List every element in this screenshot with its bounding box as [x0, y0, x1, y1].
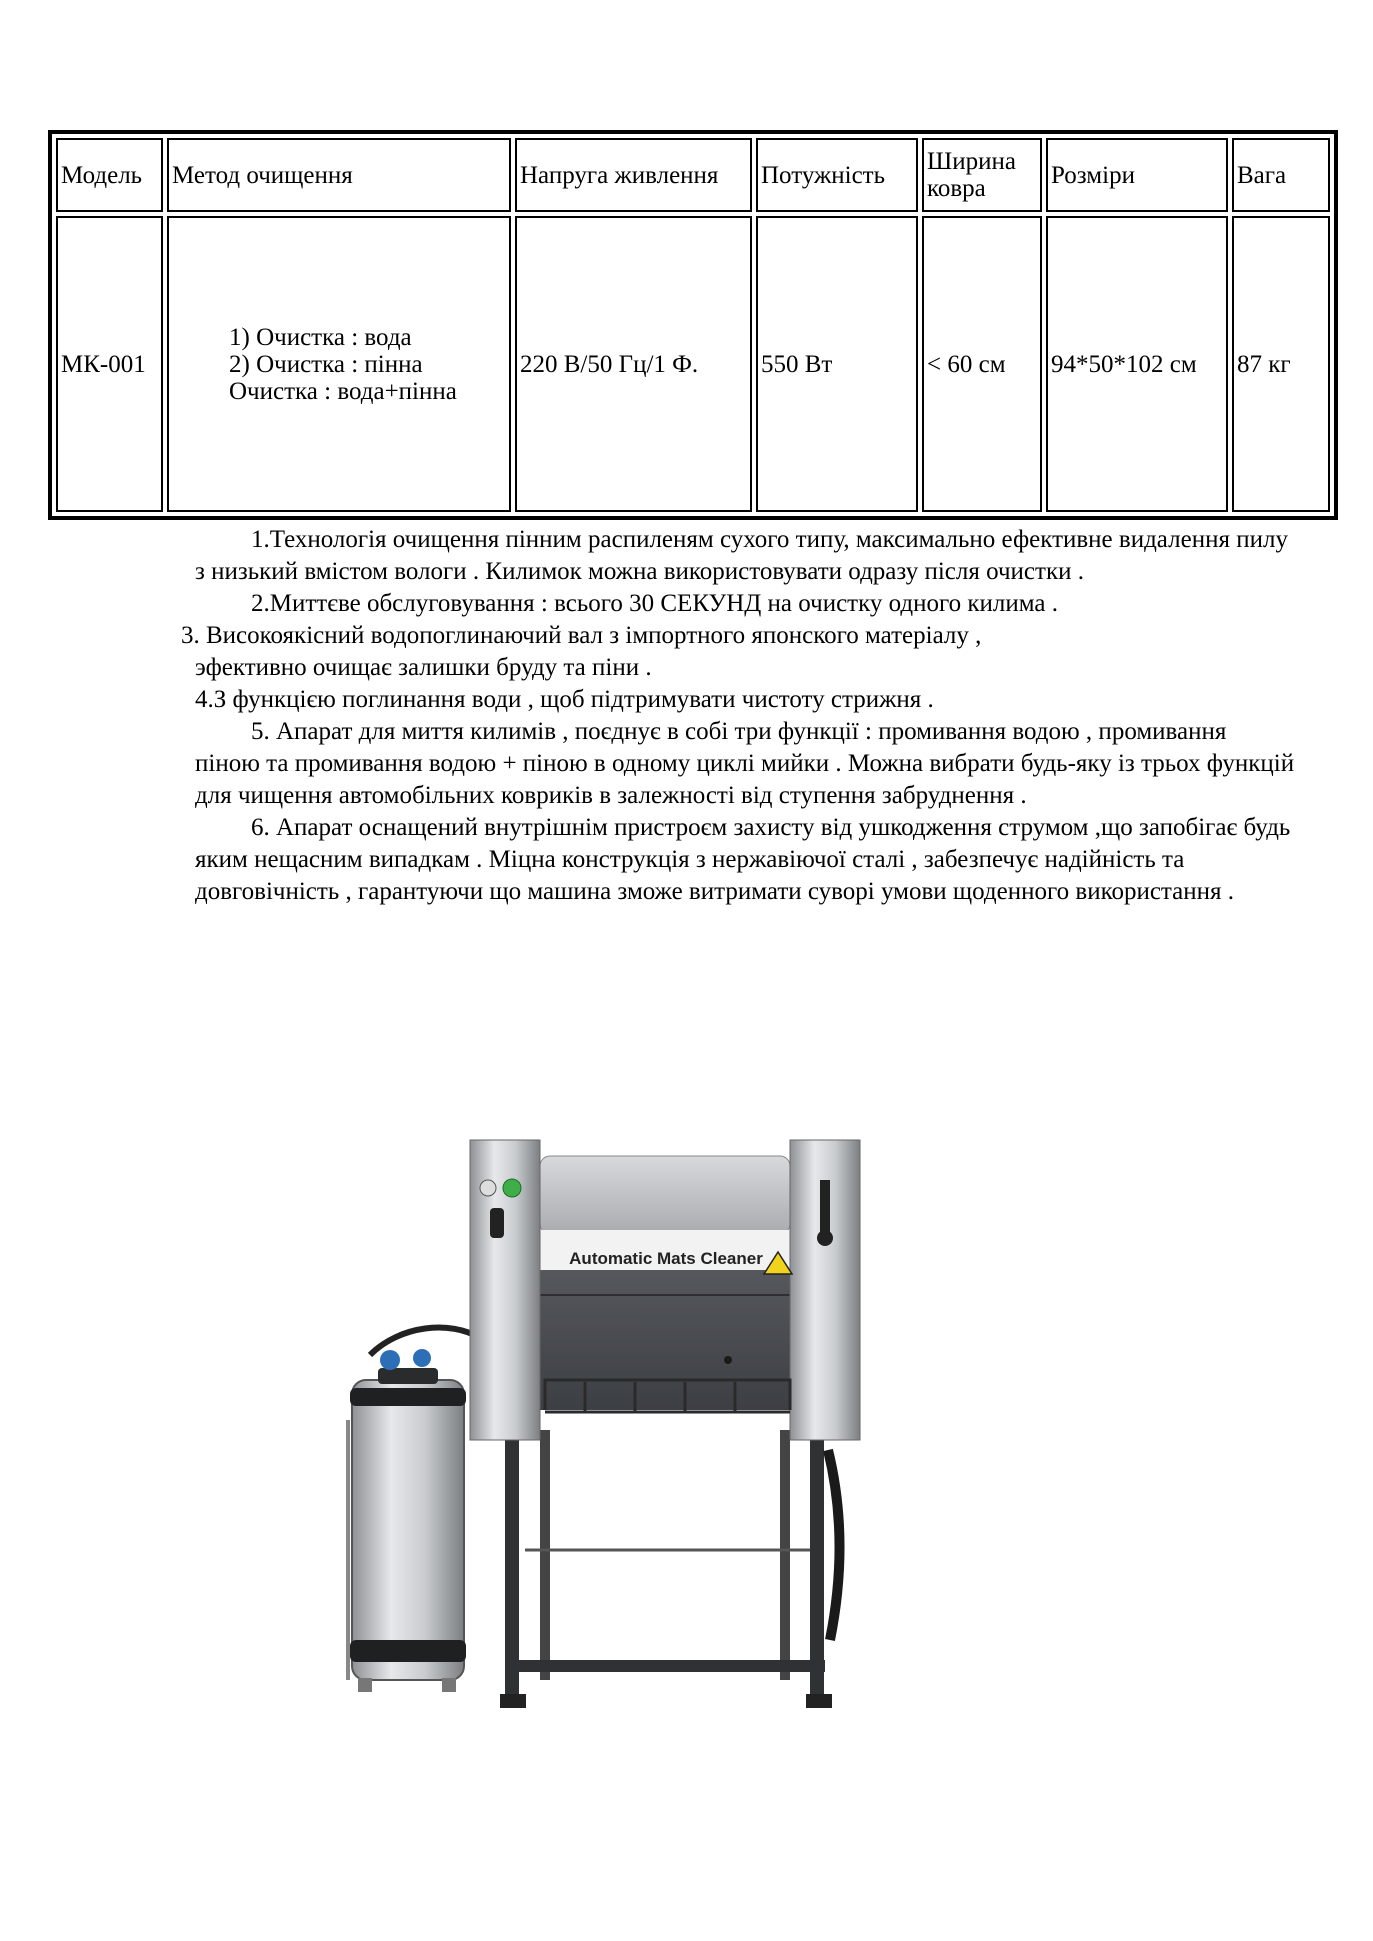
header-power: Потужність [756, 138, 918, 212]
table-row [56, 216, 1330, 512]
mat-cleaner-machine-image [330, 1120, 980, 1720]
table-header-row [56, 138, 1330, 212]
header-weight: Вага [1232, 138, 1330, 212]
feature-1: 1.Технологія очищення пінним распиленям сухого типу, максимально ефективне видалення пилу з низький вмістом вологи . Килимок можна використовувати одразу після очистки . [195, 526, 1288, 585]
header-model: Модель [56, 138, 163, 212]
machine-body [470, 1140, 860, 1708]
feature-2: 2.Миттєве обслуговування : всього 30 СЕКУНД на очистку одного килима . [251, 590, 1059, 617]
spec-table [48, 130, 1338, 520]
feature-4: 4.З функцією поглинання води , щоб підтримувати чистоту стрижня . [195, 686, 934, 713]
foam-tank [348, 1328, 480, 1692]
feature-5: 5. Апарат для миття килимів , поєднує в собі три функції : промивання водою , промивання піною та промивання водою + піною в одному циклі мийки . Можна вибрати будь-яку із трьох функцій для чищення автомобільних ковриків в залежності від ступення забруднення . [195, 718, 1295, 809]
method-line-2: 2) Очистка : пінна [229, 350, 423, 378]
cell-model: МК-001 [56, 216, 163, 512]
machine-label: Automatic Mats Cleaner [569, 1249, 763, 1268]
method-line-3: Очистка : вода+пінна [229, 377, 457, 405]
header-method: Метод очищення [167, 138, 511, 212]
header-dimensions: Розміри [1046, 138, 1228, 212]
header-voltage: Напруга живлення [515, 138, 752, 212]
feature-3: 3. Високоякісний водопоглинаючий вал з імпортного японского матеріалу , [181, 622, 982, 649]
cell-voltage: 220 В/50 Гц/1 Ф. [515, 216, 752, 512]
features-text [181, 524, 1295, 908]
cell-method [167, 216, 511, 512]
feature-3-continued: эфективно очищає залишки бруду та піни . [195, 654, 652, 681]
header-width: Ширина ковра [922, 138, 1042, 212]
cell-weight: 87 кг [1232, 216, 1330, 512]
cell-dimensions: 94*50*102 см [1046, 216, 1228, 512]
cell-power: 550 Вт [756, 216, 918, 512]
feature-6: 6. Апарат оснащений внутрішнім пристроєм захисту від ушкодження струмом ,що запобігає будь яким нещасним випадкам . Міцна конструкція з нержавіючої сталі , забезпечує надійність та довговічність , гарантуючи що машина зможе витримати суворі умови щоденного використання . [195, 814, 1291, 905]
cell-width: < 60 см [922, 216, 1042, 512]
method-line-1: 1) Очистка : вода [229, 323, 412, 351]
